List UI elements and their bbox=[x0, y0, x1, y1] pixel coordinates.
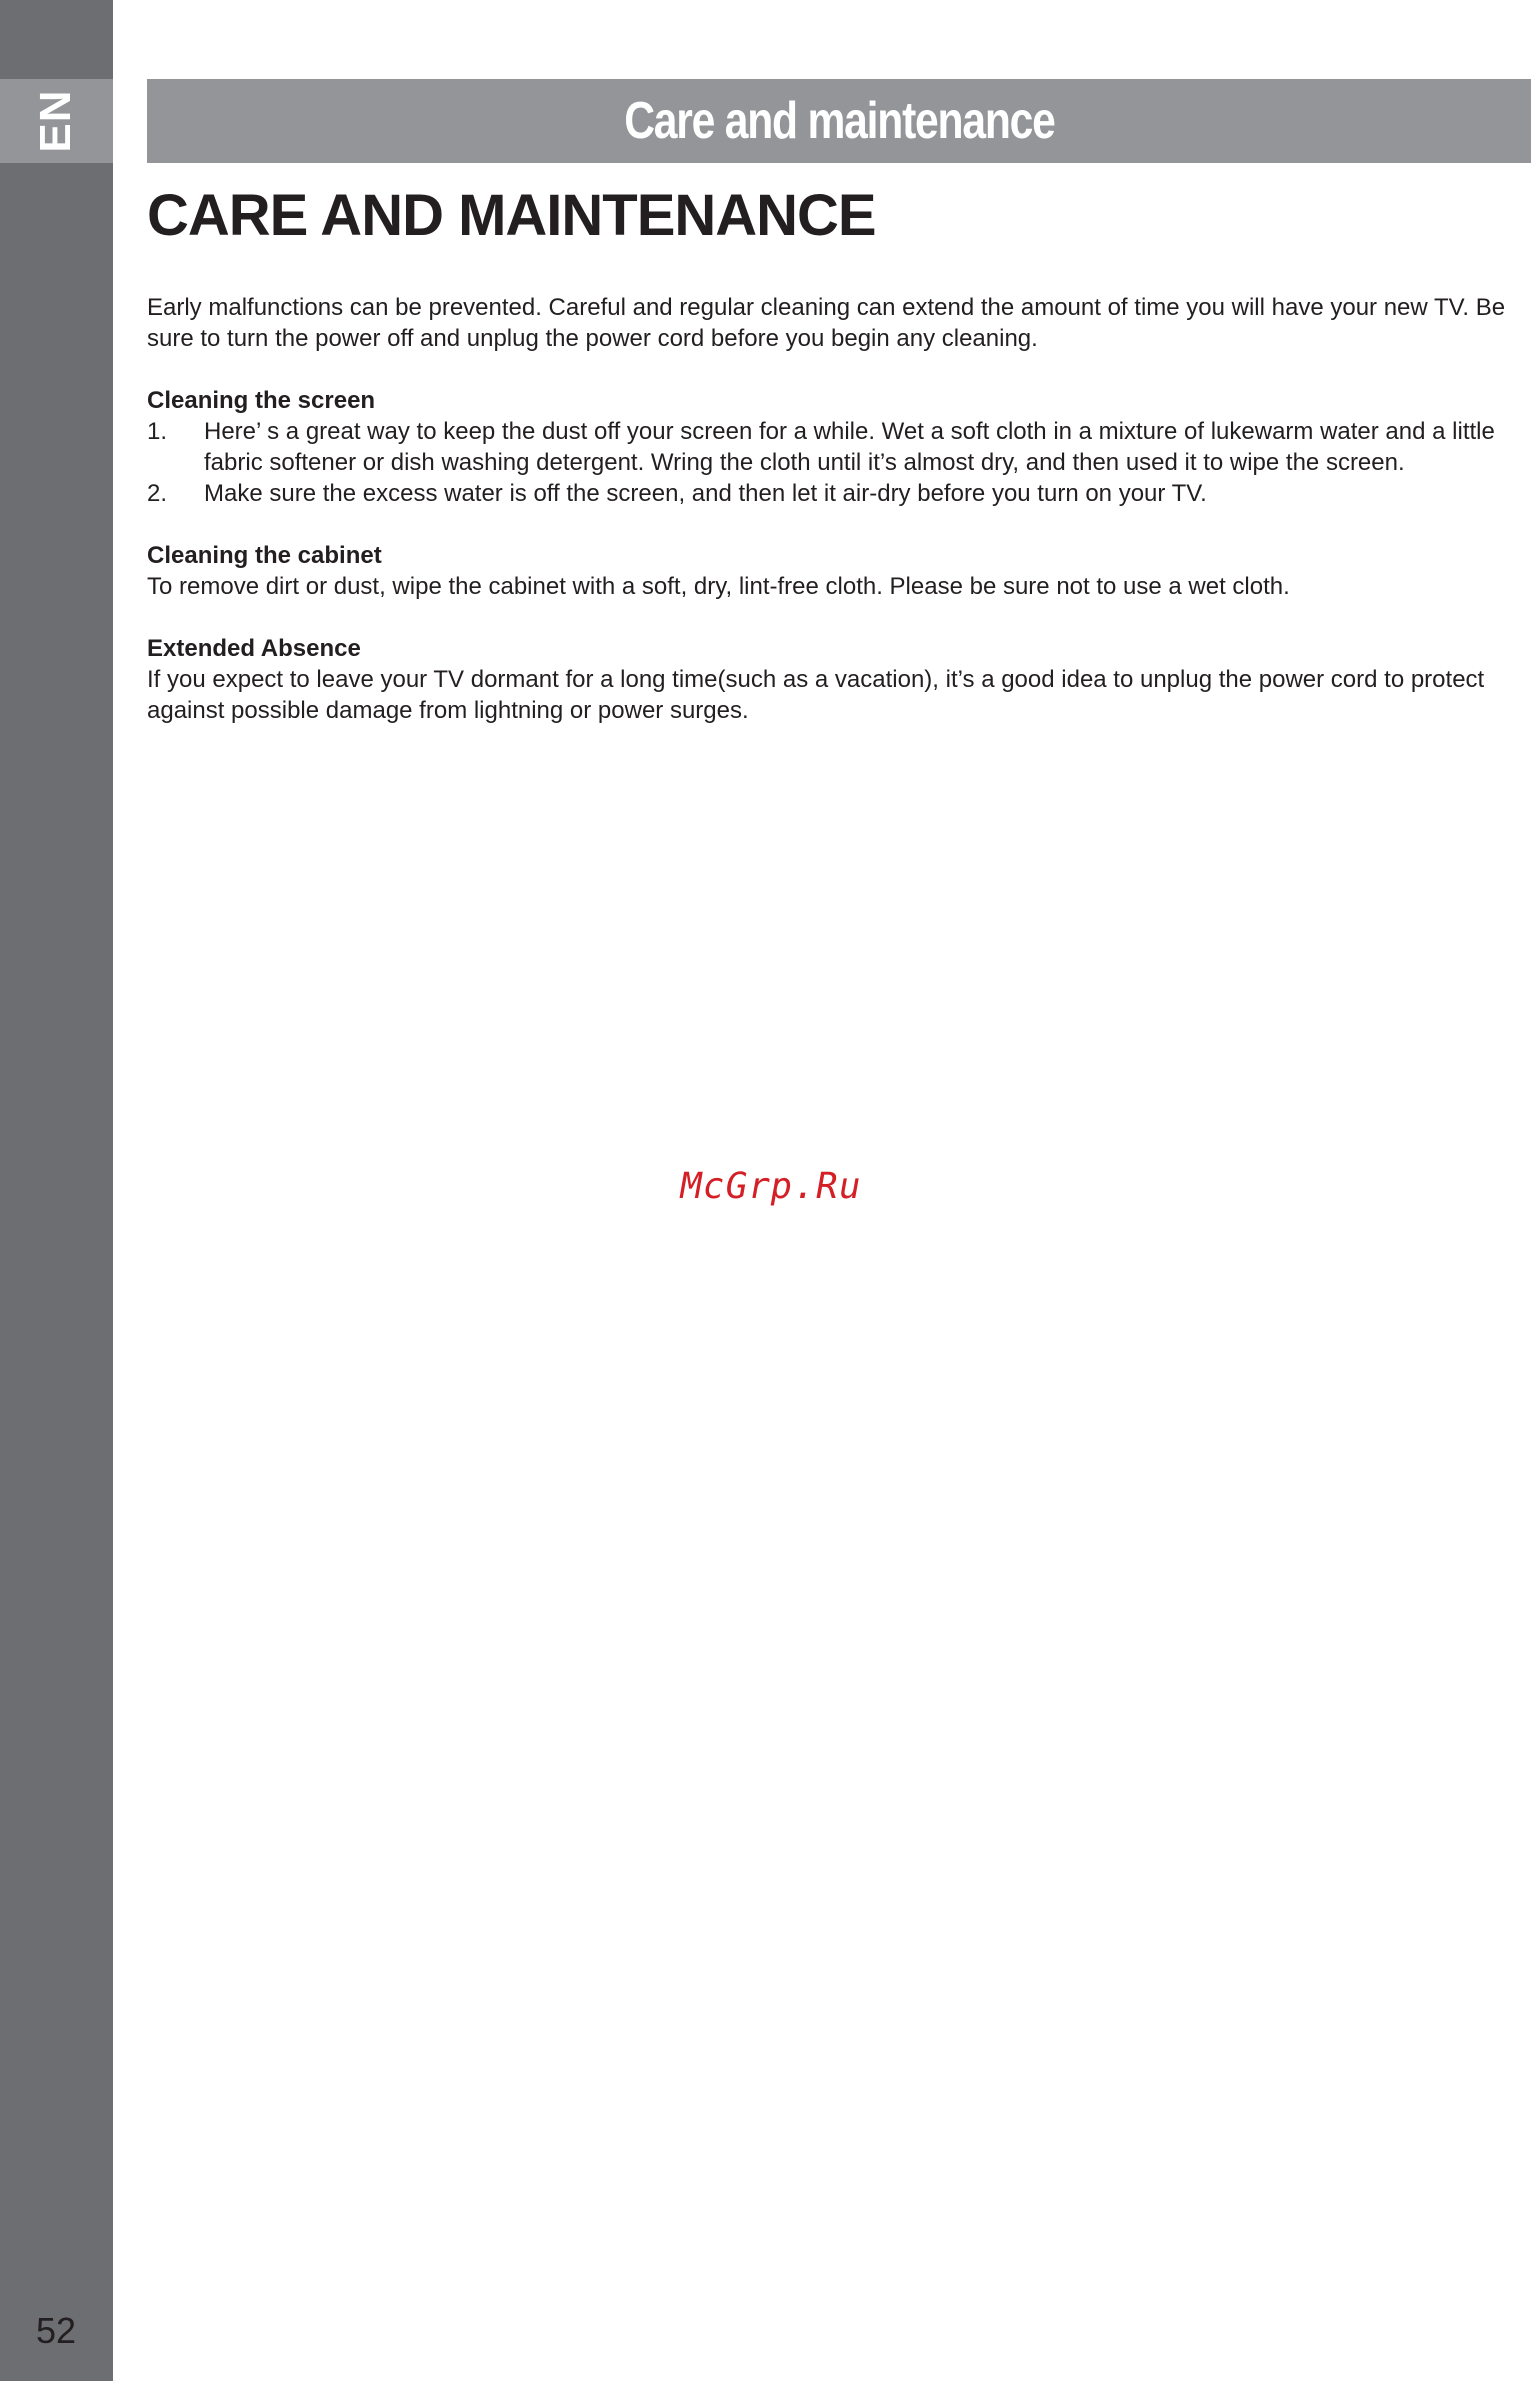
section-header-band bbox=[147, 79, 1531, 163]
watermark-text: McGrp.Ru bbox=[676, 1166, 865, 1207]
language-tab-label: EN bbox=[31, 89, 80, 153]
list-item bbox=[147, 416, 1531, 478]
page-number: 52 bbox=[36, 2310, 77, 2351]
list-item bbox=[147, 478, 1531, 509]
section-heading: Cleaning the cabinet bbox=[147, 542, 382, 569]
list-item-text: Make sure the excess water is off the screen, and then let it air-dry before you turn on your TV. bbox=[204, 480, 1207, 507]
section-cleaning-screen bbox=[147, 385, 1531, 509]
section-header-title: Care and maintenance bbox=[623, 92, 1055, 150]
page-title: CARE AND MAINTENANCE bbox=[147, 183, 876, 248]
section-paragraph: To remove dirt or dust, wipe the cabinet with a soft, dry, lint-free cloth. Please be sure not to use a wet cloth. bbox=[147, 573, 1290, 600]
list-item-text: Here’ s a great way to keep the dust off your screen for a while. Wet a soft cloth in a mixture of lukewarm water and a little fabric softener or dish washing detergent. Wring the cloth until it’s almost dry, and then used it to wipe the screen. bbox=[204, 418, 1495, 476]
numbered-list bbox=[147, 416, 1531, 509]
section-extended-absence bbox=[147, 633, 1531, 726]
list-item-number: 2. bbox=[147, 480, 168, 507]
section-paragraph: If you expect to leave your TV dormant for a long time(such as a vacation), it’s a good idea to unplug the power cord to protect against possible damage from lightning or power surges. bbox=[147, 666, 1485, 724]
list-item-number: 1. bbox=[147, 418, 168, 445]
intro-paragraph: Early malfunctions can be prevented. Careful and regular cleaning can extend the amount of time you will have your new TV. Be sure to turn the power off and unplug the power cord before you begin any cleaning. bbox=[147, 294, 1506, 352]
section-heading: Cleaning the screen bbox=[147, 387, 376, 414]
main-content bbox=[147, 180, 1531, 726]
section-cleaning-cabinet bbox=[147, 540, 1531, 602]
section-heading: Extended Absence bbox=[147, 635, 361, 662]
watermark bbox=[0, 1166, 1531, 1207]
